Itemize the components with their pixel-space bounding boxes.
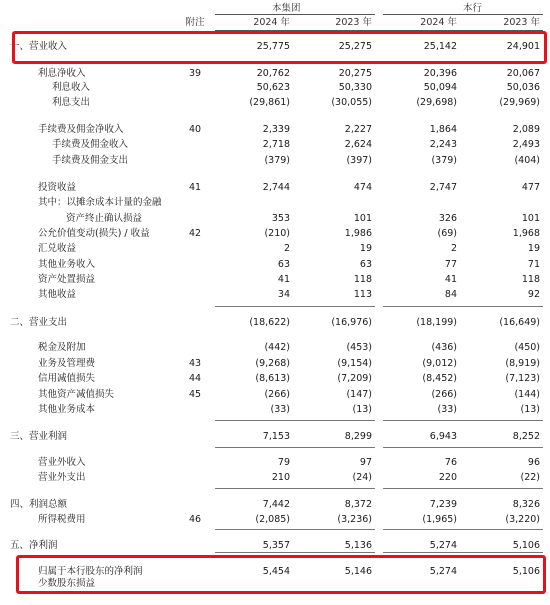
subtotal-rule (215, 529, 375, 530)
row-value-group-2023: 8,372 (344, 499, 372, 510)
row-value-group-2023: 2,227 (344, 124, 372, 135)
row-value-bank-2023: (22) (520, 472, 540, 483)
row-value-group-2024: 63 (277, 259, 290, 270)
row-value-bank-2024: 220 (438, 472, 457, 483)
row-label: 其他资产减值损失 (38, 389, 115, 400)
row-value-group-2023: (24) (352, 472, 372, 483)
row-value-group-2023: (3,236) (337, 514, 372, 525)
group-header-rule (215, 14, 375, 15)
row-value-group-2023: 25,275 (338, 41, 372, 52)
row-label: 利息收入 (52, 82, 91, 93)
subtotal-rule (383, 488, 543, 489)
row-value-bank-2023: (7,123) (505, 373, 540, 384)
row-value-group-2024: (442) (264, 342, 290, 353)
row-value-group-2023: 474 (353, 182, 372, 193)
row-value-group-2024: (379) (264, 155, 290, 166)
row-value-group-2024: (266) (264, 389, 290, 400)
row-label: 归属于本行股东的净利润 (38, 566, 143, 577)
row-value-group-2024: 41 (277, 274, 290, 285)
row-label: 营业外收入 (38, 457, 86, 468)
row-value-bank-2024: (379) (431, 155, 457, 166)
row-label: 信用减值损失 (38, 373, 96, 384)
header-year-2023-group: 2023 年 (335, 17, 372, 28)
row-value-bank-2023: 71 (527, 259, 540, 270)
row-value-bank-2024: 25,142 (423, 41, 457, 52)
row-value-bank-2024: 76 (444, 457, 457, 468)
subtotal-rule (215, 488, 375, 489)
row-note: 39 (188, 68, 202, 79)
row-value-bank-2023: 5,106 (512, 566, 540, 577)
subtotal-rule (215, 420, 375, 421)
row-note: 46 (188, 514, 202, 525)
row-label: 业务及管理费 (38, 358, 96, 369)
row-value-group-2024: (210) (264, 228, 290, 239)
row-value-bank-2023: 8,326 (512, 499, 540, 510)
row-value-group-2024: 2,744 (262, 182, 290, 193)
row-value-bank-2023: 101 (521, 213, 540, 224)
highlight-net-profit-attributable (16, 555, 546, 594)
row-value-group-2023: 63 (359, 259, 372, 270)
row-value-bank-2023: (404) (514, 155, 540, 166)
header-year-2023-bank: 2023 年 (503, 17, 540, 28)
row-value-group-2024: 79 (277, 457, 290, 468)
row-value-group-2023: 50,330 (338, 82, 372, 93)
row-value-group-2024: 50,623 (256, 82, 290, 93)
row-label: 资产处置损益 (38, 274, 96, 285)
row-value-group-2024: 2 (283, 243, 290, 254)
row-value-bank-2024: 2 (450, 243, 457, 254)
row-value-bank-2024: 5,274 (429, 566, 457, 577)
row-value-group-2024: (8,613) (255, 373, 290, 384)
subtotal-rule (383, 552, 543, 553)
row-value-group-2023: 2,624 (344, 139, 372, 150)
row-label: 税金及附加 (38, 342, 86, 353)
row-value-group-2024: (33) (270, 404, 290, 415)
row-label: 汇兑收益 (38, 243, 77, 254)
row-label: 营业外支出 (38, 472, 86, 483)
row-value-group-2024: 353 (271, 213, 290, 224)
row-value-group-2024: 2,339 (262, 124, 290, 135)
row-value-bank-2024: 5,274 (429, 540, 457, 551)
row-note: 43 (188, 358, 202, 369)
row-value-bank-2023: 2,493 (512, 139, 540, 150)
row-label: 四、利润总额 (10, 499, 68, 510)
row-value-bank-2024: (266) (431, 389, 457, 400)
row-value-bank-2024: (33) (437, 404, 457, 415)
header-year-2024-bank: 2024 年 (420, 17, 457, 28)
subtotal-rule (383, 420, 543, 421)
row-value-bank-2024: 2,747 (429, 182, 457, 193)
header-bank-label: 本行 (463, 3, 483, 14)
row-value-group-2024: 25,775 (256, 41, 290, 52)
row-label: 利息净收入 (38, 68, 86, 79)
row-value-group-2024: (18,622) (249, 317, 290, 328)
row-value-group-2023: 1,986 (344, 228, 372, 239)
row-value-bank-2024: (18,199) (416, 317, 457, 328)
row-note: 45 (188, 389, 202, 400)
row-value-group-2023: 97 (359, 457, 372, 468)
row-value-bank-2023: 50,036 (506, 82, 540, 93)
row-label: 三、营业利润 (10, 431, 68, 442)
row-value-bank-2023: 1,968 (512, 228, 540, 239)
row-value-group-2023: 19 (359, 243, 372, 254)
row-value-group-2023: 101 (353, 213, 372, 224)
row-label: 手续费及佣金收入 (52, 139, 129, 150)
row-value-bank-2023: 8,252 (512, 431, 540, 442)
row-label: 少数股东损益 (38, 578, 96, 589)
row-value-group-2023: (13) (352, 404, 372, 415)
row-value-group-2023: (147) (346, 389, 372, 400)
row-value-group-2024: (2,085) (255, 514, 290, 525)
row-value-bank-2024: 77 (444, 259, 457, 270)
row-value-bank-2024: 6,943 (429, 431, 457, 442)
row-value-bank-2023: (3,220) (505, 514, 540, 525)
row-value-group-2023: (7,209) (337, 373, 372, 384)
row-label: 手续费及佣金净收入 (38, 124, 124, 135)
subtotal-rule (215, 552, 375, 553)
row-label: 其他收益 (38, 289, 77, 300)
row-label: 二、营业支出 (10, 317, 68, 328)
subtotal-rule (383, 529, 543, 530)
row-value-group-2023: 5,146 (344, 566, 372, 577)
row-value-bank-2023: 24,901 (506, 41, 540, 52)
row-value-group-2023: (30,055) (331, 97, 372, 108)
row-value-group-2023: (397) (346, 155, 372, 166)
row-value-bank-2023: 20,067 (506, 68, 540, 79)
row-value-group-2024: 5,454 (262, 566, 290, 577)
row-value-bank-2024: (1,965) (422, 514, 457, 525)
row-value-bank-2024: 326 (438, 213, 457, 224)
row-value-bank-2023: 118 (521, 274, 540, 285)
row-value-bank-2024: 2,243 (429, 139, 457, 150)
row-value-bank-2023: 19 (527, 243, 540, 254)
row-value-group-2024: 34 (277, 289, 290, 300)
row-value-bank-2023: 2,089 (512, 124, 540, 135)
header-year-2024-group: 2024 年 (253, 17, 290, 28)
row-value-bank-2023: (16,649) (499, 317, 540, 328)
row-value-bank-2023: 96 (527, 457, 540, 468)
bank-header-rule (383, 14, 543, 15)
row-value-bank-2024: (29,698) (416, 97, 457, 108)
row-label: 一、营业收入 (10, 41, 68, 52)
row-value-bank-2024: 20,396 (423, 68, 457, 79)
subtotal-rule (215, 447, 375, 448)
row-value-group-2024: (29,861) (249, 97, 290, 108)
subtotal-rule (383, 447, 543, 448)
row-label: 其他业务成本 (38, 404, 96, 415)
row-value-bank-2023: 5,106 (512, 540, 540, 551)
row-value-bank-2024: (69) (437, 228, 457, 239)
row-value-bank-2024: 1,864 (429, 124, 457, 135)
row-value-group-2023: 118 (353, 274, 372, 285)
row-value-bank-2024: (8,452) (422, 373, 457, 384)
row-value-group-2023: (453) (346, 342, 372, 353)
row-value-group-2024: 2,718 (262, 139, 290, 150)
header-group-label: 本集团 (272, 3, 301, 14)
row-value-group-2023: 5,136 (344, 540, 372, 551)
row-value-group-2024: 210 (271, 472, 290, 483)
row-value-bank-2023: (144) (514, 389, 540, 400)
row-value-bank-2024: 41 (444, 274, 457, 285)
row-note: 40 (188, 124, 202, 135)
row-value-group-2023: (9,154) (337, 358, 372, 369)
row-label: 利息支出 (52, 97, 91, 108)
row-label: 资产终止确认损益 (66, 213, 143, 224)
row-value-bank-2024: 7,239 (429, 499, 457, 510)
row-label: 所得税费用 (38, 514, 86, 525)
row-value-group-2023: 20,275 (338, 68, 372, 79)
subtotal-rule (215, 306, 375, 307)
highlight-operating-income (12, 31, 547, 64)
row-value-group-2023: (16,976) (331, 317, 372, 328)
row-value-group-2024: 7,153 (262, 431, 290, 442)
row-value-bank-2024: 84 (444, 289, 457, 300)
row-label: 公允价值变动(损失) / 收益 (38, 228, 150, 239)
row-value-group-2024: 7,442 (262, 499, 290, 510)
row-label: 投资收益 (38, 182, 77, 193)
row-value-bank-2024: (436) (431, 342, 457, 353)
header-note-label: 附注 (185, 17, 205, 28)
row-value-bank-2023: (13) (520, 404, 540, 415)
row-value-bank-2023: (29,969) (499, 97, 540, 108)
row-label: 其中：以摊余成本计量的金融 (38, 197, 162, 208)
row-value-bank-2023: 477 (521, 182, 540, 193)
row-note: 41 (188, 182, 202, 193)
subtotal-rule (383, 306, 543, 307)
row-value-group-2024: 20,762 (256, 68, 290, 79)
row-value-group-2024: 5,357 (262, 540, 290, 551)
row-label: 其他业务收入 (38, 259, 96, 270)
row-label: 手续费及佣金支出 (52, 155, 129, 166)
row-value-bank-2023: 92 (527, 289, 540, 300)
row-note: 44 (188, 373, 202, 384)
row-value-bank-2023: (450) (514, 342, 540, 353)
row-value-group-2024: (9,268) (255, 358, 290, 369)
row-label: 五、净利润 (10, 540, 58, 551)
row-value-group-2023: 113 (353, 289, 372, 300)
row-note: 42 (188, 228, 202, 239)
row-value-group-2023: 8,299 (344, 431, 372, 442)
row-value-bank-2024: (9,012) (422, 358, 457, 369)
row-value-bank-2023: (8,919) (505, 358, 540, 369)
row-value-bank-2024: 50,094 (423, 82, 457, 93)
